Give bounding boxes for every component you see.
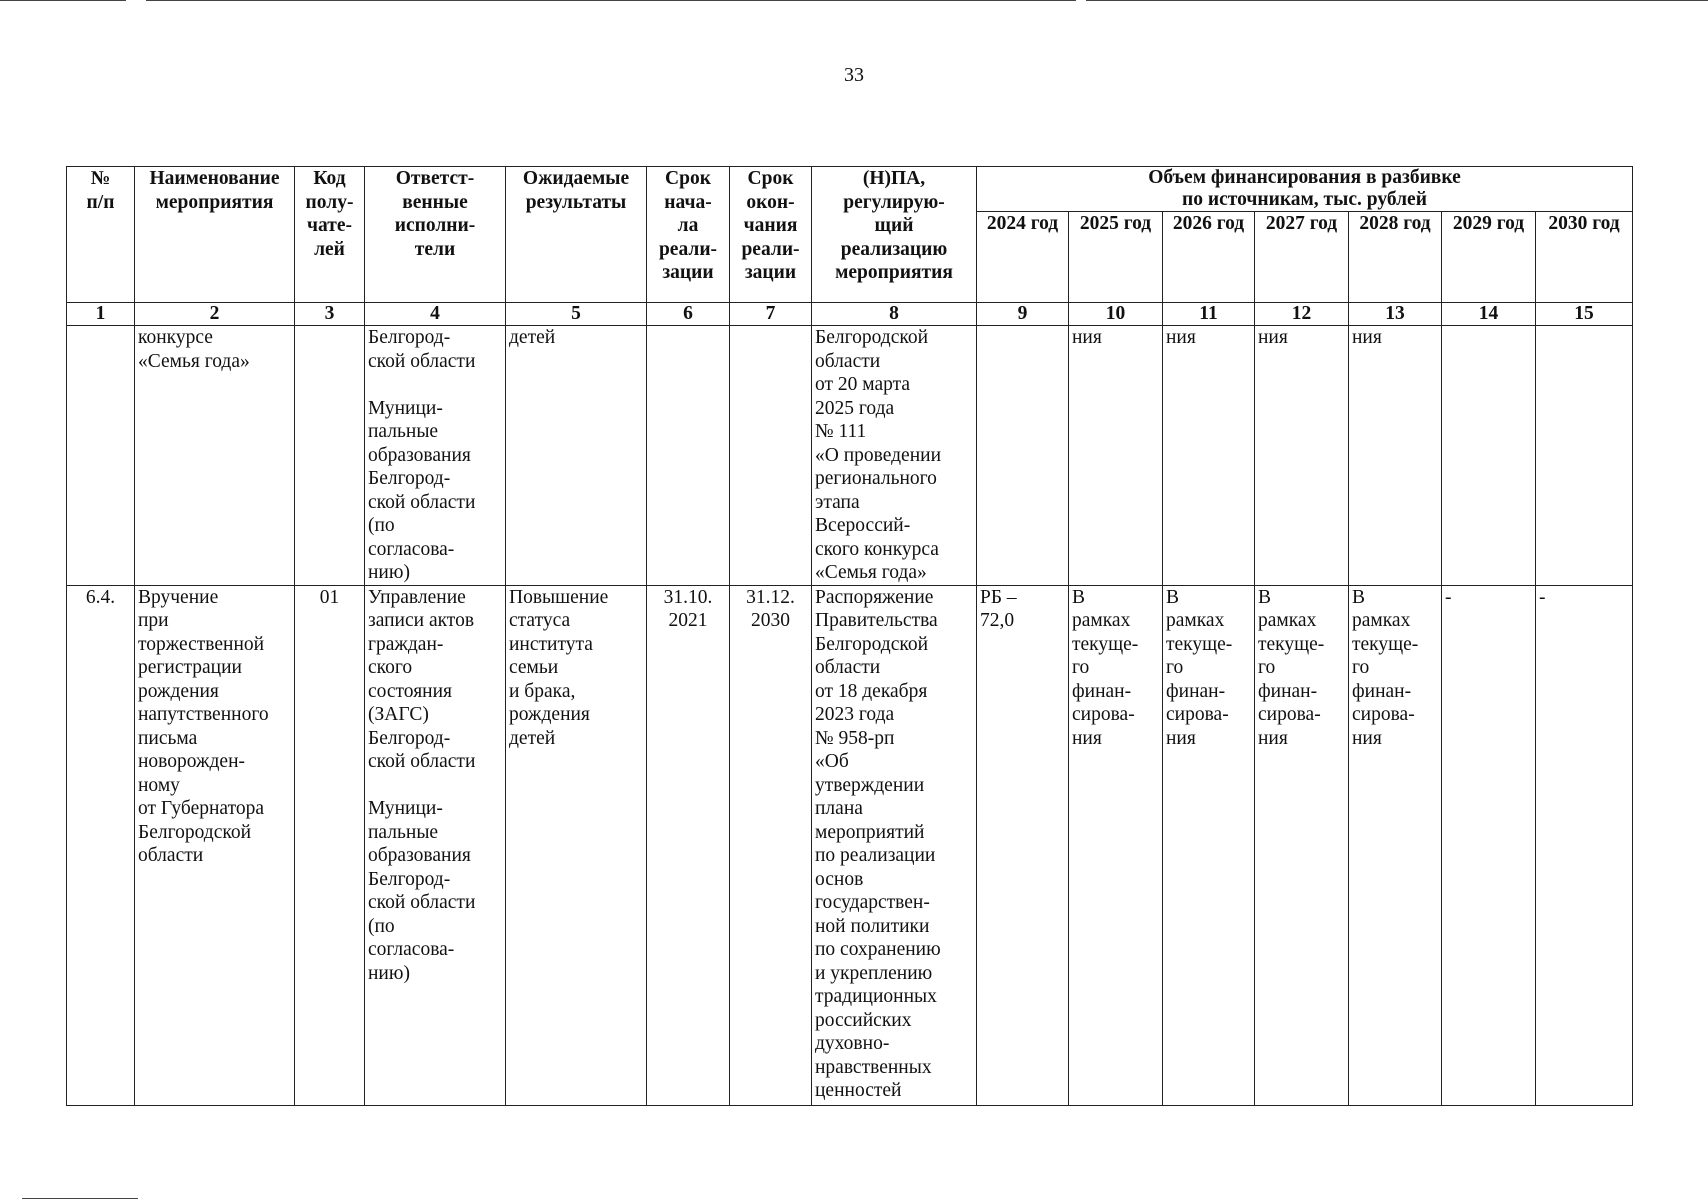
column-number: 7	[730, 303, 812, 326]
cell-2025: В рамках текуще- го финан- сирова- ния	[1069, 585, 1163, 1105]
column-number: 8	[812, 303, 977, 326]
header-year-2029: 2029 год	[1442, 212, 1536, 303]
cell-end: 31.12. 2030	[730, 585, 812, 1105]
cell-results: детей	[506, 326, 647, 586]
column-number: 11	[1163, 303, 1255, 326]
cell-2024: РБ – 72,0	[977, 585, 1069, 1105]
table-row	[67, 326, 1633, 586]
column-numbers-row	[67, 303, 1633, 326]
header-row-main	[67, 167, 1633, 212]
cell-2029	[1442, 326, 1536, 586]
cell-2024	[977, 326, 1069, 586]
column-number: 15	[1536, 303, 1633, 326]
table-row	[67, 585, 1633, 1105]
column-number: 9	[977, 303, 1069, 326]
header-start: Срок нача- ла реали- зации	[647, 167, 730, 303]
cell-npa: Распоряжение Правительства Белгородской области от 18 декабря 2023 года № 958-рп «Об утверждении плана мероприятий по реализации основ государствен- ной политики по сохранению и укреплению традиционных российских духовно- нравственных ценностей	[812, 585, 977, 1105]
cell-2029: -	[1442, 585, 1536, 1105]
column-number: 10	[1069, 303, 1163, 326]
cell-results: Повышение статуса института семьи и брака, рождения детей	[506, 585, 647, 1105]
column-number: 13	[1349, 303, 1442, 326]
column-number: 14	[1442, 303, 1536, 326]
cell-code: 01	[295, 585, 365, 1105]
column-number: 5	[506, 303, 647, 326]
cell-name: Вручение при торжественной регистрации рождения напутственного письма новорожден- ному от Губернатора Белгородской области	[135, 585, 295, 1105]
cell-end	[730, 326, 812, 586]
header-name: Наименование мероприятия	[135, 167, 295, 303]
cell-2026: В рамках текуще- го финан- сирова- ния	[1163, 585, 1255, 1105]
page-number: 33	[844, 64, 864, 86]
column-number: 3	[295, 303, 365, 326]
cell-number: 6.4.	[67, 585, 135, 1105]
header-executors: Ответст- венные исполни- тели	[365, 167, 506, 303]
column-number: 2	[135, 303, 295, 326]
header-year-2024: 2024 год	[977, 212, 1069, 303]
cell-executors: Белгород- ской области Муници- пальные образования Белгород- ской области (по согласова- нию)	[365, 326, 506, 586]
top-rule-right	[1086, 0, 1708, 1]
header-year-2030: 2030 год	[1536, 212, 1633, 303]
activities-table	[66, 166, 1633, 1106]
cell-code	[295, 326, 365, 586]
header-year-2025: 2025 год	[1069, 212, 1163, 303]
cell-start: 31.10. 2021	[647, 585, 730, 1105]
cell-2028: В рамках текуще- го финан- сирова- ния	[1349, 585, 1442, 1105]
cell-number	[67, 326, 135, 586]
cell-npa: Белгородской области от 20 марта 2025 года № 111 «О проведении регионального этапа Всероссий- ского конкурса «Семья года»	[812, 326, 977, 586]
header-number: № п/п	[67, 167, 135, 303]
cell-2030	[1536, 326, 1633, 586]
header-year-2026: 2026 год	[1163, 212, 1255, 303]
header-npa: (Н)ПА, регулирую- щий реализацию мероприятия	[812, 167, 977, 303]
column-number: 4	[365, 303, 506, 326]
column-number: 1	[67, 303, 135, 326]
top-rule-middle	[146, 0, 1076, 1]
header-financing: Объем финансирования в разбивке по источникам, тыс. рублей	[977, 167, 1633, 212]
header-code: Код полу- чате- лей	[295, 167, 365, 303]
cell-2028: ния	[1349, 326, 1442, 586]
header-end: Срок окон- чания реали- зации	[730, 167, 812, 303]
cell-2025: ния	[1069, 326, 1163, 586]
header-year-2027: 2027 год	[1255, 212, 1349, 303]
cell-2026: ния	[1163, 326, 1255, 586]
column-number: 12	[1255, 303, 1349, 326]
header-results: Ожидаемые результаты	[506, 167, 647, 303]
column-number: 6	[647, 303, 730, 326]
header-year-2028: 2028 год	[1349, 212, 1442, 303]
cell-name: конкурсе «Семья года»	[135, 326, 295, 586]
cell-start	[647, 326, 730, 586]
cell-2030: -	[1536, 585, 1633, 1105]
cell-2027: ния	[1255, 326, 1349, 586]
cell-2027: В рамках текуще- го финан- сирова- ния	[1255, 585, 1349, 1105]
top-rule-left	[0, 0, 126, 1]
cell-executors: Управление записи актов граждан- ского состояния (ЗАГС) Белгород- ской области Муници- пальные образования Белгород- ской области (по согласова- нию)	[365, 585, 506, 1105]
bottom-rule	[22, 1198, 138, 1199]
